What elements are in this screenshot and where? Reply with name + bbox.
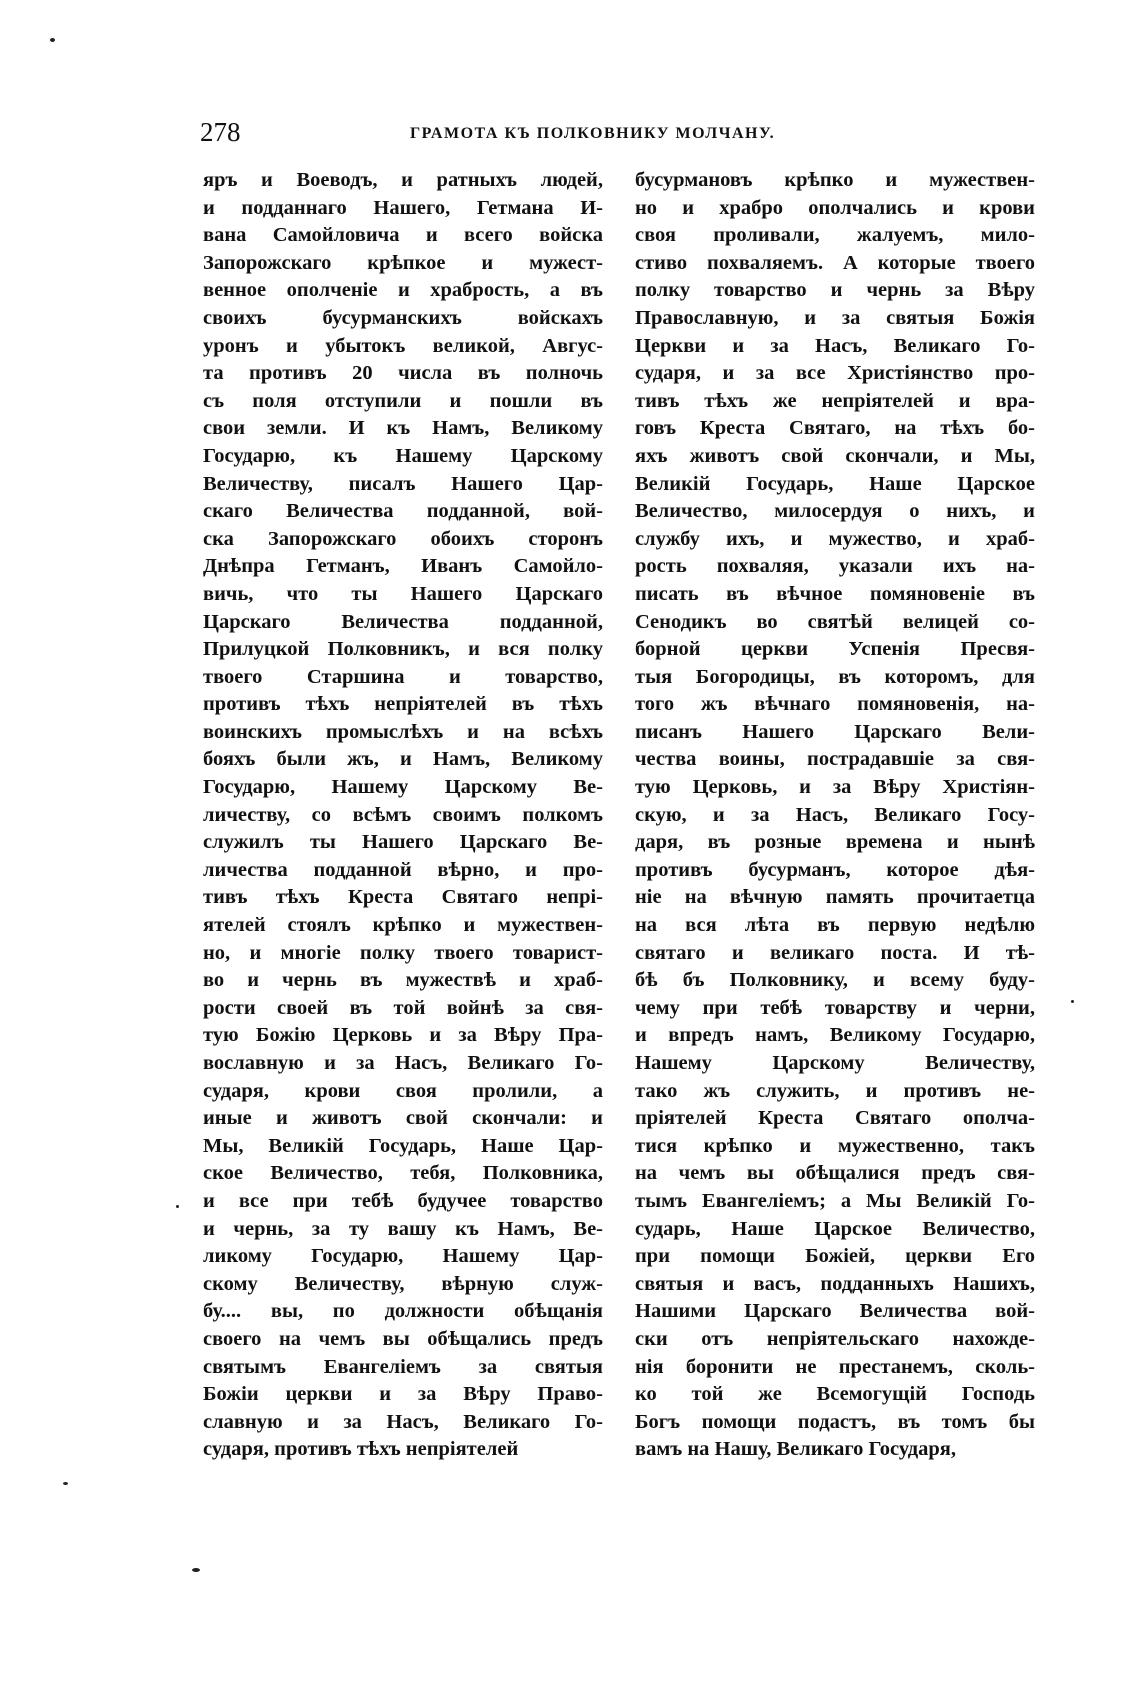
text-line: на вся лѣта въ первую недѣлю xyxy=(635,914,1035,937)
text-line: своя проливали, жалуемъ, мило- xyxy=(635,224,1035,247)
scan-speck xyxy=(192,1568,200,1572)
text-line: полку товарство и чернь за Вѣру xyxy=(635,279,1035,302)
text-line: Государю, къ Нашему Царскому xyxy=(203,444,603,467)
text-line: венное ополченіе и храбрость, а въ xyxy=(203,279,603,302)
text-line: тивъ тѣхъ Креста Святаго непрі- xyxy=(203,886,603,909)
text-line: ски отъ непріятельскаго нахожде- xyxy=(635,1327,1035,1350)
text-line: своего на чемъ вы обѣщались предъ xyxy=(203,1327,603,1350)
text-line: писанъ Нашего Царскаго Вели- xyxy=(635,720,1035,743)
text-line: вичь, что ты Нашего Царскаго xyxy=(203,582,603,605)
text-line: личества подданной вѣрно, и про- xyxy=(203,858,603,881)
text-line: тымъ Евангеліемъ; а Мы Великій Го- xyxy=(635,1189,1035,1212)
text-line: ское Величество, тебя, Полковника, xyxy=(203,1162,603,1185)
text-line: сударя, противъ тѣхъ непріятелей xyxy=(203,1438,519,1461)
text-line: скому Величеству, вѣрную служ- xyxy=(203,1272,603,1295)
text-line: Нашему Царскому Величеству, xyxy=(635,1052,1035,1074)
text-line: Православную, и за святыя Божія xyxy=(635,306,1035,329)
text-line: стиво похваляемъ. А которые твоего xyxy=(635,251,1035,274)
text-line: и все при тебѣ будучее товарство xyxy=(203,1189,603,1212)
text-line: яръ и Воеводъ, и ратныхъ людей, xyxy=(203,169,603,191)
text-line: и чернь, за ту вашу къ Намъ, Ве- xyxy=(203,1217,603,1240)
text-line: тыя Богородицы, въ которомъ, для xyxy=(635,665,1035,688)
text-line: противъ бусурманъ, которое дѣя- xyxy=(635,858,1035,881)
text-line: тися крѣпко и мужественно, такъ xyxy=(635,1134,1035,1157)
text-line: бѣ бъ Полковнику, и всему буду- xyxy=(635,969,1035,992)
text-line: Прилуцкой Полковникъ, и вся полку xyxy=(203,638,603,661)
text-line: съ поля отступили и пошли въ xyxy=(203,389,603,412)
text-line: славную и за Насъ, Великаго Го- xyxy=(203,1410,603,1433)
text-line: бояхъ были жъ, и Намъ, Великому xyxy=(203,748,603,771)
scan-speck xyxy=(50,38,55,42)
scan-speck xyxy=(176,1205,179,1208)
text-line: но и храбро ополчались и крови xyxy=(635,196,1035,219)
text-line: Богъ помощи подастъ, въ томъ бы xyxy=(635,1410,1035,1433)
text-line: на чемъ вы обѣщалися предъ свя- xyxy=(635,1162,1035,1185)
text-line: скаго Величества подданной, вой- xyxy=(203,500,603,523)
text-line: и подданнаго Нашего, Гетмана И- xyxy=(203,196,603,219)
scan-speck xyxy=(63,1482,68,1485)
text-line: Государю, Нашему Царскому Ве- xyxy=(203,776,603,799)
text-line: святыя и васъ, подданныхъ Нашихъ, xyxy=(635,1272,1035,1295)
text-line: воинскихъ промыслѣхъ и на всѣхъ xyxy=(203,720,603,743)
text-line: во и чернь въ мужествѣ и храб- xyxy=(203,969,603,992)
text-line: при помощи Божіей, церкви Его xyxy=(635,1245,1035,1268)
text-line: бусурмановъ крѣпко и мужествен- xyxy=(635,169,1035,191)
text-line: и впредъ намъ, Великому Государю, xyxy=(635,1024,1035,1047)
text-line: Царскаго Величества подданной, xyxy=(203,610,603,633)
text-line: сударя, крови своя пролили, а xyxy=(203,1079,603,1102)
text-line: ска Запорожскаго обоихъ сторонъ xyxy=(203,527,603,550)
text-line: ніе на вѣчную память прочитаетца xyxy=(635,886,1035,909)
text-line: Мы, Великій Государь, Наше Цар- xyxy=(203,1134,603,1157)
text-line: чества воины, пострадавшіе за свя- xyxy=(635,748,1035,771)
text-line: Днѣпра Гетманъ, Иванъ Самойло- xyxy=(203,555,603,578)
text-line: говъ Креста Святаго, на тѣхъ бо- xyxy=(635,417,1035,440)
text-line: службу ихъ, и мужество, и храб- xyxy=(635,527,1035,550)
text-line: нія боронити не престанемъ, сколь- xyxy=(635,1355,1035,1378)
text-line: рость похваляя, указали ихъ на- xyxy=(635,555,1035,578)
text-line: Величеству, писалъ Нашего Цар- xyxy=(203,472,603,495)
text-line: ликому Государю, Нашему Цар- xyxy=(203,1245,603,1268)
text-line: того жъ вѣчнаго помяновенія, на- xyxy=(635,693,1035,716)
text-line: вамъ на Нашу, Великаго Государя, xyxy=(635,1438,957,1461)
text-line: твоего Старшина и товарство, xyxy=(203,665,603,688)
text-line: писать въ вѣчное помяновеніе въ xyxy=(635,582,1035,605)
text-line: Запорожскаго крѣпкое и мужест- xyxy=(203,251,603,274)
text-line: тако жъ служить, и противъ не- xyxy=(635,1079,1035,1102)
text-line: своихъ бусурманскихъ войскахъ xyxy=(203,306,603,329)
text-line: Божіи церкви и за Вѣру Право- xyxy=(203,1383,603,1406)
text-line: тую Церковь, и за Вѣру Христіян- xyxy=(635,776,1035,799)
text-line: скую, и за Насъ, Великаго Госу- xyxy=(635,803,1035,826)
text-line: вославную и за Насъ, Великаго Го- xyxy=(203,1052,603,1074)
text-line: Церкви и за Насъ, Великаго Го- xyxy=(635,334,1035,357)
text-line: чему при тебѣ товарству и черни, xyxy=(635,996,1035,1019)
text-line: Великій Государь, Наше Царское xyxy=(635,472,1035,495)
text-line: пріятелей Креста Святаго ополча- xyxy=(635,1107,1035,1130)
text-line: личеству, со всѣмъ своимъ полкомъ xyxy=(203,803,603,826)
text-line: рости своей въ той войнѣ за свя- xyxy=(203,996,603,1019)
text-line: та противъ 20 числа въ полночь xyxy=(203,362,603,385)
text-line: яхъ животъ свой скончали, и Мы, xyxy=(635,444,1035,467)
scan-speck xyxy=(1071,1000,1074,1003)
text-line: тую Божію Церковь и за Вѣру Пра- xyxy=(203,1024,603,1047)
text-line: святаго и великаго поста. И тѣ- xyxy=(635,941,1035,964)
text-line: Величество, милосердуя о нихъ, и xyxy=(635,500,1035,523)
text-line: свои земли. И къ Намъ, Великому xyxy=(203,417,603,440)
left-column xyxy=(203,167,603,1464)
text-line: тивъ тѣхъ же непріятелей и вра- xyxy=(635,389,1035,412)
right-column xyxy=(635,167,1035,1464)
text-line: святымъ Евангеліемъ за святыя xyxy=(203,1355,603,1378)
text-line: противъ тѣхъ непріятелей въ тѣхъ xyxy=(203,693,603,716)
page-header xyxy=(200,112,840,152)
text-line: уронъ и убытокъ великой, Авгус- xyxy=(203,334,603,357)
text-line: Нашими Царскаго Величества вой- xyxy=(635,1300,1035,1323)
text-line: вана Самойловича и всего войска xyxy=(203,224,603,247)
text-line: даря, въ розные времена и нынѣ xyxy=(635,831,1035,854)
text-line: ятелей стоялъ крѣпко и мужествен- xyxy=(203,914,603,937)
text-line: но, и многіе полку твоего товарист- xyxy=(203,941,603,964)
text-line: сударь, Наше Царское Величество, xyxy=(635,1217,1035,1240)
text-line: Сенодикъ во святѣй велицей со- xyxy=(635,610,1035,633)
running-title: ГРАМОТА КЪ ПОЛКОВНИКУ МОЛЧАНУ. xyxy=(410,125,776,142)
text-line: борной церкви Успенія Пресвя- xyxy=(635,638,1035,661)
page-number: 278 xyxy=(200,117,241,147)
text-line: бу.... вы, по должности обѣщанія xyxy=(203,1300,603,1323)
text-line: ко той же Всемогущій Господь xyxy=(635,1383,1035,1406)
text-line: иные и животъ свой скончали: и xyxy=(203,1107,603,1130)
text-line: служилъ ты Нашего Царскаго Ве- xyxy=(203,831,603,854)
text-line: сударя, и за все Христіянство про- xyxy=(635,362,1035,385)
